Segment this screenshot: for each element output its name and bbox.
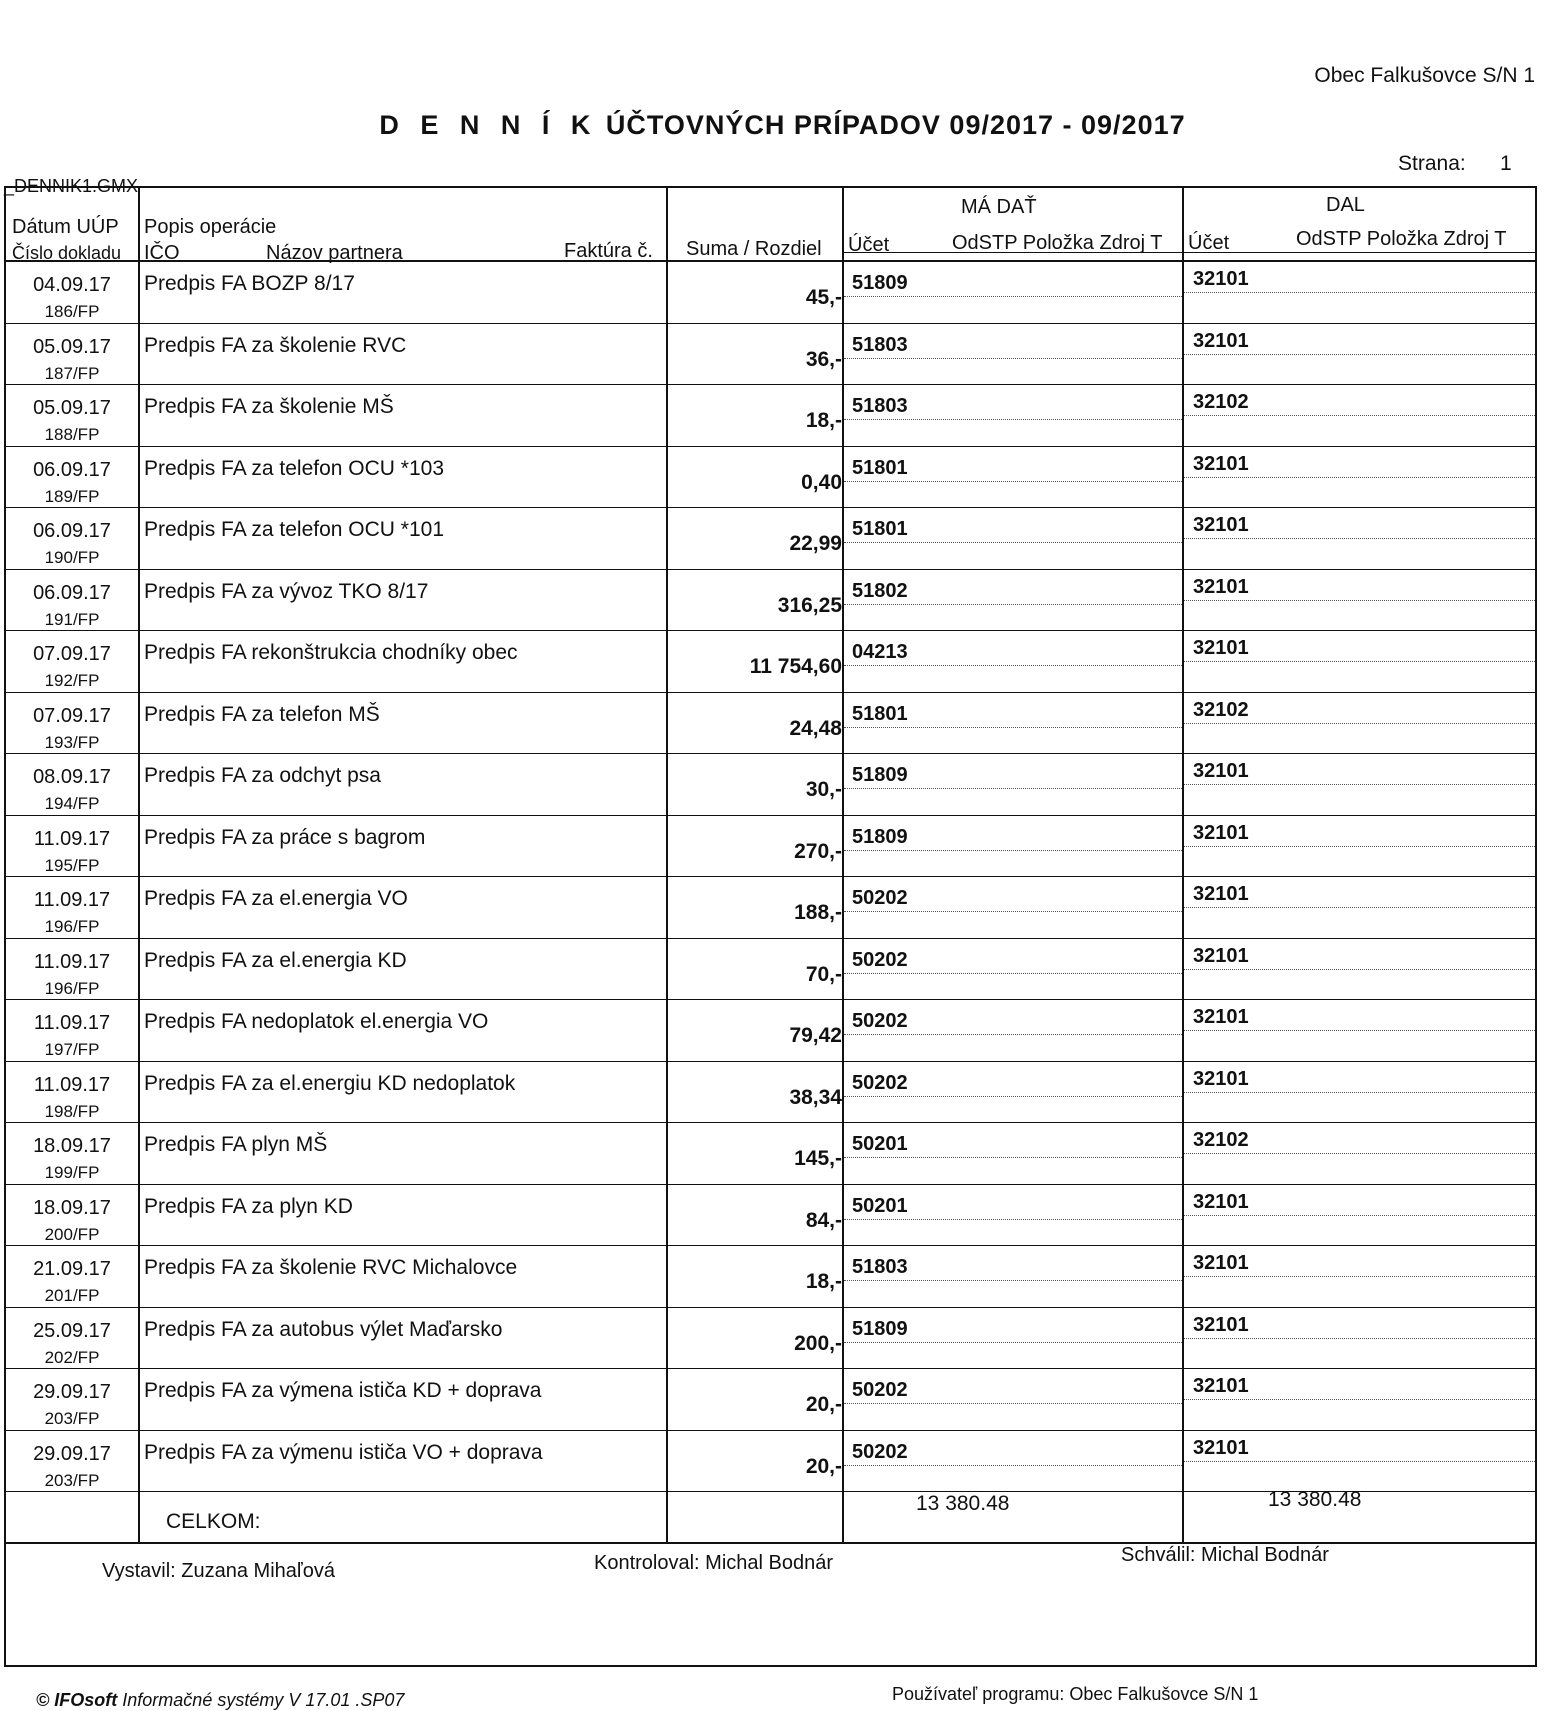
row-ma-dat-account: 51803 — [852, 395, 908, 417]
ma-dat-subline — [844, 665, 1182, 666]
row-ma-dat-account: 50202 — [852, 948, 908, 971]
row-doc-number: 200/FP — [44, 1224, 100, 1244]
row-amount: 188,- — [794, 901, 842, 924]
table-row — [6, 754, 1535, 816]
row-amount: 84,- — [805, 1208, 842, 1232]
ma-dat-subline — [844, 1157, 1182, 1158]
row-date: 06.09.17 — [33, 581, 111, 604]
ma-dat-subline — [844, 1096, 1182, 1097]
row-ma-dat-account: 51809 — [852, 764, 908, 786]
col-header-description: Popis operácie — [144, 216, 277, 238]
row-amount: 200,- — [794, 1331, 842, 1355]
row-date: 04.09.17 — [33, 274, 111, 296]
row-dal-account: 32101 — [1193, 883, 1249, 905]
row-doc-number: 192/FP — [44, 671, 100, 690]
title-rest: ÚČTOVNÝCH PRÍPADOV 09/2017 - 09/2017 — [605, 110, 1186, 140]
ma-dat-subline — [844, 419, 1182, 420]
row-date: 08.09.17 — [33, 766, 111, 788]
row-dal-account: 32101 — [1193, 1313, 1249, 1336]
dal-subline — [1184, 1092, 1535, 1093]
footer-software — [36, 1690, 404, 1711]
row-ma-dat-account: 51801 — [852, 456, 908, 479]
row-doc-number: 202/FP — [44, 1347, 100, 1367]
row-description: Predpis FA rekonštrukcia chodníky obec — [144, 641, 518, 664]
row-amount: 145,- — [794, 1147, 842, 1170]
journal-table — [4, 186, 1537, 1667]
dal-subline — [1184, 1030, 1535, 1031]
row-dal-account: 32101 — [1193, 452, 1249, 475]
file-name: _DENNIK1.GMX — [4, 176, 139, 196]
row-description: Predpis FA za výmena ističa KD + doprava — [144, 1379, 542, 1402]
row-dal-account: 32101 — [1193, 1436, 1249, 1459]
col-header-ma-detail: OdSTP Položka Zdroj T — [952, 232, 1163, 254]
dal-subline — [1184, 1215, 1535, 1216]
row-dal-account: 32101 — [1193, 637, 1249, 659]
row-ma-dat-account: 51801 — [852, 702, 908, 725]
row-date: 06.09.17 — [33, 520, 111, 542]
row-description: Predpis FA za práce s bagrom — [144, 825, 426, 849]
dal-subline — [1184, 415, 1535, 416]
row-amount: 22,99 — [789, 532, 842, 555]
row-ma-dat-account: 04213 — [852, 641, 908, 663]
row-doc-number: 189/FP — [44, 486, 100, 506]
dal-subline — [1184, 1276, 1535, 1277]
row-date: 29.09.17 — [33, 1381, 111, 1403]
totals-dal: 13 380.48 — [1268, 1488, 1362, 1511]
row-amount: 38,34 — [789, 1085, 842, 1109]
row-ma-dat-account: 51809 — [852, 272, 908, 294]
row-dal-account: 32101 — [1193, 944, 1249, 967]
table-row — [6, 693, 1535, 755]
ma-dat-subline — [844, 727, 1182, 728]
row-dal-account: 32101 — [1193, 1375, 1249, 1397]
col-header-partner: Názov partnera — [266, 242, 403, 264]
row-amount: 20,- — [805, 1393, 842, 1416]
table-row — [6, 1000, 1535, 1062]
row-date: 11.09.17 — [33, 1012, 111, 1034]
title-spaced: D E N N Í K — [379, 110, 598, 140]
col-header-dal-account: Účet — [1188, 232, 1230, 254]
row-doc-number: 186/FP — [44, 302, 100, 321]
row-ma-dat-account: 50201 — [852, 1194, 908, 1217]
dal-subline — [1184, 661, 1535, 662]
row-dal-account: 32101 — [1193, 1067, 1249, 1090]
row-date: 11.09.17 — [33, 1073, 111, 1096]
row-doc-number: 197/FP — [44, 1040, 100, 1059]
row-description: Predpis FA za výmenu ističa VO + doprava — [144, 1440, 543, 1464]
col-header-dal-detail: OdSTP Položka Zdroj T — [1296, 228, 1507, 250]
row-amount: 45,- — [805, 286, 842, 309]
ma-dat-subline — [844, 1280, 1182, 1281]
dal-subline — [1184, 907, 1535, 908]
table-row — [6, 1062, 1535, 1124]
row-amount: 270,- — [794, 839, 842, 863]
dal-subline — [1184, 1399, 1535, 1400]
table-row — [6, 877, 1535, 939]
row-amount: 18,- — [805, 1270, 842, 1293]
footer-system: Informačné systémy V 17.01 .SP07 — [122, 1690, 405, 1710]
dal-subline — [1184, 477, 1535, 478]
totals-label: CELKOM: — [166, 1510, 261, 1533]
row-doc-number: 194/FP — [44, 794, 100, 813]
ma-dat-subline — [844, 973, 1182, 974]
row-ma-dat-account: 51809 — [852, 1317, 908, 1340]
row-ma-dat-account: 50202 — [852, 1440, 908, 1463]
footer-brand: © IFOsoft — [36, 1690, 118, 1710]
col-header-ma-account: Účet — [848, 234, 890, 256]
ma-dat-subline — [844, 358, 1182, 359]
row-ma-dat-account: 50202 — [852, 1379, 908, 1401]
row-dal-account: 32102 — [1193, 698, 1249, 721]
dal-subline — [1184, 784, 1535, 785]
row-amount: 30,- — [805, 778, 842, 801]
row-ma-dat-account: 51803 — [852, 1256, 908, 1278]
row-doc-number: 187/FP — [44, 363, 100, 383]
row-date: 07.09.17 — [33, 643, 111, 665]
organization-name: Obec Falkušovce S/N 1 — [1314, 64, 1535, 87]
row-description: Predpis FA za el.energia KD — [144, 948, 407, 972]
row-dal-account: 32101 — [1193, 575, 1249, 598]
row-description: Predpis FA za telefon OCU *103 — [144, 456, 444, 480]
row-dal-account: 32101 — [1193, 821, 1249, 844]
row-ma-dat-account: 51803 — [852, 333, 908, 356]
footer-user: Používateľ programu: Obec Falkušovce S/N 1 — [892, 1684, 1259, 1704]
row-description: Predpis FA za školenie RVC Michalovce — [144, 1256, 518, 1279]
row-date: 25.09.17 — [33, 1319, 111, 1342]
dal-subline — [1184, 723, 1535, 724]
table-row — [6, 1185, 1535, 1247]
row-doc-number: 203/FP — [44, 1409, 100, 1428]
table-row — [6, 1369, 1535, 1431]
row-amount: 20,- — [805, 1454, 842, 1478]
table-row — [6, 939, 1535, 1001]
table-row — [6, 1123, 1535, 1185]
ma-dat-subline — [844, 1403, 1182, 1404]
row-ma-dat-account: 50202 — [852, 1071, 908, 1094]
table-row — [6, 816, 1535, 878]
row-ma-dat-account: 51809 — [852, 825, 908, 848]
ma-dat-subline — [844, 604, 1182, 605]
row-date: 07.09.17 — [33, 704, 111, 727]
row-description: Predpis FA nedoplatok el.energia VO — [144, 1010, 489, 1033]
table-row — [6, 1308, 1535, 1370]
row-doc-number: 195/FP — [44, 855, 100, 875]
row-dal-account: 32101 — [1193, 1252, 1249, 1274]
issued-by: Vystavil: Zuzana Mihaľová — [102, 1560, 335, 1582]
page-number: 1 — [1500, 152, 1512, 175]
checked-by: Kontroloval: Michal Bodnár — [594, 1552, 834, 1574]
ma-dat-subline — [844, 850, 1182, 851]
approved-by: Schválil: Michal Bodnár — [1121, 1544, 1329, 1566]
row-date: 21.09.17 — [33, 1258, 111, 1280]
ma-dat-subline — [844, 788, 1182, 789]
row-dal-account: 32101 — [1193, 268, 1249, 290]
col-header-amount: Suma / Rozdiel — [686, 238, 822, 260]
ma-dat-subline — [844, 1034, 1182, 1035]
row-amount: 70,- — [805, 962, 842, 986]
row-description: Predpis FA za autobus výlet Maďarsko — [144, 1317, 503, 1341]
row-doc-number: 203/FP — [44, 1470, 100, 1490]
row-dal-account: 32101 — [1193, 514, 1249, 536]
ma-dat-subline — [844, 911, 1182, 912]
row-description: Predpis FA za plyn KD — [144, 1194, 353, 1218]
ma-dat-subline — [844, 542, 1182, 543]
row-doc-number: 198/FP — [44, 1101, 100, 1121]
dal-subline — [1184, 1153, 1535, 1154]
row-date: 11.09.17 — [33, 827, 111, 850]
row-date: 06.09.17 — [33, 458, 111, 481]
ma-dat-subline — [844, 481, 1182, 482]
row-doc-number: 201/FP — [44, 1286, 100, 1305]
row-amount: 24,48 — [789, 716, 842, 740]
document-title — [0, 110, 1565, 141]
row-description: Predpis FA plyn MŠ — [144, 1133, 328, 1156]
row-description: Predpis FA za telefon MŠ — [144, 702, 380, 726]
table-row — [6, 447, 1535, 509]
row-doc-number: 188/FP — [44, 425, 100, 444]
col-header-ico: IČO — [144, 242, 180, 264]
row-date: 18.09.17 — [33, 1135, 111, 1157]
row-amount: 11 754,60 — [749, 655, 842, 678]
dal-subline — [1184, 600, 1535, 601]
row-date: 05.09.17 — [33, 397, 111, 419]
table-row — [6, 508, 1535, 570]
ma-dat-subline — [844, 296, 1182, 297]
table-row — [6, 262, 1535, 324]
dal-subline — [1184, 292, 1535, 293]
col-header-date: Dátum UÚP — [12, 216, 119, 238]
row-dal-account: 32101 — [1193, 329, 1249, 352]
ma-dat-subline — [844, 1342, 1182, 1343]
dal-subline — [1184, 1338, 1535, 1339]
row-doc-number: 199/FP — [44, 1163, 100, 1182]
row-date: 18.09.17 — [33, 1196, 111, 1219]
row-amount: 316,25 — [777, 593, 842, 617]
totals-ma-dat: 13 380.48 — [916, 1492, 1010, 1515]
col-header-doc: Číslo dokladu — [12, 243, 122, 263]
row-description: Predpis FA za telefon OCU *101 — [144, 518, 444, 541]
row-amount: 18,- — [805, 409, 842, 432]
row-doc-number: 190/FP — [44, 548, 100, 567]
dal-subline — [1184, 538, 1535, 539]
row-amount: 79,42 — [789, 1024, 842, 1047]
row-description: Predpis FA BOZP 8/17 — [144, 272, 355, 295]
dal-subline — [1184, 1461, 1535, 1462]
row-doc-number: 196/FP — [44, 978, 100, 998]
page-label: Strana: — [1398, 152, 1466, 175]
dal-subline — [1184, 846, 1535, 847]
table-row — [6, 385, 1535, 447]
row-dal-account: 32102 — [1193, 391, 1249, 413]
row-dal-account: 32101 — [1193, 1006, 1249, 1028]
row-dal-account: 32102 — [1193, 1129, 1249, 1151]
row-description: Predpis FA za el.energiu KD nedoplatok — [144, 1071, 516, 1095]
row-amount: 36,- — [805, 347, 842, 371]
row-description: Predpis FA za školenie RVC — [144, 333, 407, 357]
row-date: 29.09.17 — [33, 1442, 111, 1465]
row-ma-dat-account: 50202 — [852, 887, 908, 909]
table-row — [6, 1246, 1535, 1308]
row-description: Predpis FA za vývoz TKO 8/17 — [144, 579, 429, 603]
table-row — [6, 631, 1535, 693]
row-description: Predpis FA za odchyt psa — [144, 764, 381, 787]
row-doc-number: 191/FP — [44, 609, 100, 629]
row-ma-dat-account: 50201 — [852, 1133, 908, 1155]
row-ma-dat-account: 50202 — [852, 1010, 908, 1032]
col-header-invoice: Faktúra č. — [564, 240, 653, 262]
dal-subline — [1184, 354, 1535, 355]
row-doc-number: 193/FP — [44, 732, 100, 752]
ma-dat-subline — [844, 1465, 1182, 1466]
table-row — [6, 1431, 1535, 1493]
row-date: 11.09.17 — [33, 889, 111, 911]
dal-subline — [1184, 969, 1535, 970]
col-header-dal: DAL — [1326, 194, 1365, 216]
row-ma-dat-account: 51802 — [852, 579, 908, 602]
col-header-ma-dat: MÁ DAŤ — [961, 196, 1037, 218]
row-amount: 0,40 — [801, 470, 842, 494]
row-description: Predpis FA za školenie MŠ — [144, 395, 394, 418]
row-doc-number: 196/FP — [44, 917, 100, 936]
row-date: 05.09.17 — [33, 335, 111, 358]
row-description: Predpis FA za el.energia VO — [144, 887, 408, 910]
table-row — [6, 570, 1535, 632]
ma-dat-subline — [844, 1219, 1182, 1220]
table-row — [6, 324, 1535, 386]
row-dal-account: 32101 — [1193, 1190, 1249, 1213]
row-dal-account: 32101 — [1193, 760, 1249, 782]
row-ma-dat-account: 51801 — [852, 518, 908, 540]
row-date: 11.09.17 — [33, 950, 111, 973]
